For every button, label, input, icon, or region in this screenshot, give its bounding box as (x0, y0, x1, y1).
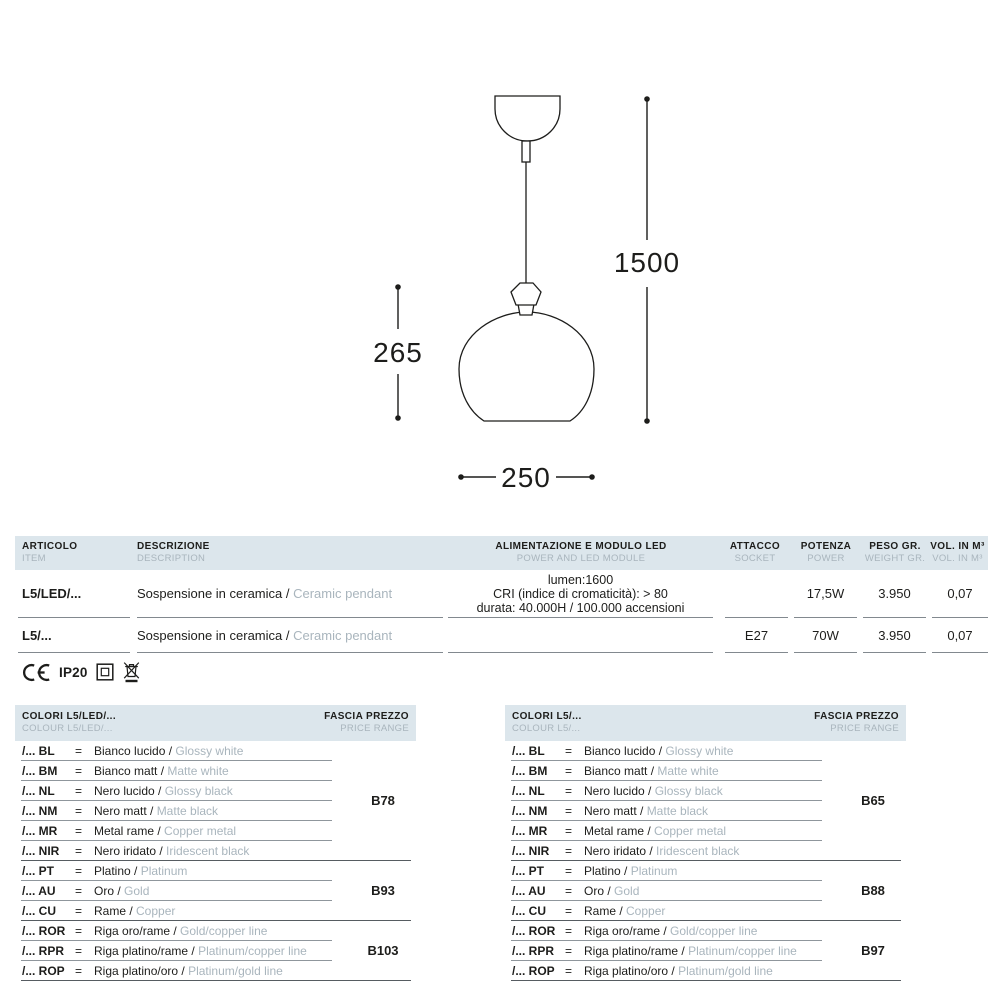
color-name (584, 944, 797, 958)
color-name-en: Copper metal (654, 824, 727, 838)
color-code: /... MR (512, 824, 548, 838)
weight-value: 3.950 (863, 570, 926, 618)
color-rows (505, 741, 906, 981)
color-code: /... BM (22, 764, 58, 778)
color-name-en: Copper (136, 904, 176, 918)
color-name (94, 924, 267, 938)
color-name-en: Iridescent black (656, 844, 740, 858)
color-row (15, 921, 416, 941)
ce-mark-icon (20, 663, 51, 682)
equals-sign: = (565, 964, 573, 978)
color-code: /... NIR (512, 844, 550, 858)
col-header-articolo: ARTICOLO ITEM (22, 541, 78, 564)
equals-sign: = (565, 844, 573, 858)
color-name-en: Gold/copper line (670, 924, 758, 938)
color-row (505, 861, 906, 881)
color-name-en: Copper metal (164, 824, 237, 838)
col-header-alimentazione: ALIMENTAZIONE E MODULO LED POWER AND LED MODULE (495, 541, 667, 564)
price-range-header: FASCIA PREZZO (814, 711, 899, 722)
equals-sign: = (565, 764, 573, 778)
color-name-it: Bianco lucido / (584, 744, 666, 758)
color-row (505, 741, 906, 761)
color-name (584, 964, 773, 978)
price-range-header: FASCIA PREZZO (324, 711, 409, 722)
color-name-it: Platino / (94, 864, 141, 878)
color-name (94, 964, 283, 978)
color-name-en: Matte black (646, 804, 709, 818)
color-code: /... NL (512, 784, 545, 798)
color-name (94, 844, 249, 858)
color-code: /... NL (22, 784, 55, 798)
color-table-standard (505, 705, 906, 981)
price-band-value: B65 (861, 793, 885, 808)
color-row (505, 821, 906, 841)
color-code: /... ROR (512, 924, 556, 938)
dim-label-1500: 1500 (613, 247, 681, 278)
equals-sign: = (565, 864, 573, 878)
color-code: /... NM (22, 804, 58, 818)
socket-value: E27 (725, 618, 788, 653)
color-name-it: Nero matt / (584, 804, 647, 818)
color-name-it: Bianco lucido / (94, 744, 176, 758)
color-name-en: Matte white (167, 764, 229, 778)
equals-sign: = (565, 924, 573, 938)
color-row (15, 961, 416, 981)
color-name-it: Oro / (94, 884, 125, 898)
color-row (15, 841, 416, 861)
color-name-it: Riga platino/oro / (94, 964, 189, 978)
equals-sign: = (75, 764, 83, 778)
color-name (94, 904, 175, 918)
power-value: 17,5W (794, 570, 857, 618)
color-name-it: Bianco matt / (94, 764, 168, 778)
color-name-it: Metal rame / (94, 824, 165, 838)
color-name (584, 924, 757, 938)
equals-sign: = (75, 924, 83, 938)
price-band-value: B93 (371, 883, 395, 898)
price-band-value: B88 (861, 883, 885, 898)
color-name-en: Copper (626, 904, 666, 918)
weee-crossed-bin-icon (122, 661, 141, 683)
dim-label-265: 265 (373, 337, 423, 368)
power-value: 70W (794, 618, 857, 653)
color-name-it: Platino / (584, 864, 631, 878)
col-header-vol: VOL. IN M³ VOL. IN M³ (930, 541, 985, 564)
color-name-en: Glossy white (175, 744, 244, 758)
equals-sign: = (75, 784, 83, 798)
color-code: /... NIR (22, 844, 60, 858)
color-row (505, 921, 906, 941)
color-name (94, 864, 187, 878)
color-name-en: Iridescent black (166, 844, 250, 858)
color-table-title: COLORI L5/... (512, 711, 582, 722)
color-name-en: Platinum/copper line (198, 944, 307, 958)
equals-sign: = (75, 904, 83, 918)
spec-row-led (15, 570, 988, 618)
color-code: /... RPR (22, 944, 65, 958)
color-name-it: Rame / (584, 904, 627, 918)
color-table-header: COLORI L5/... COLOUR L5/... FASCIA PREZZO PRICE RANGE (505, 705, 906, 741)
color-code: /... BL (512, 744, 545, 758)
volume-value: 0,07 (932, 570, 988, 618)
color-name (584, 864, 677, 878)
equals-sign: = (75, 844, 83, 858)
color-name-it: Nero iridato / (584, 844, 657, 858)
equals-sign: = (75, 864, 83, 878)
equals-sign: = (565, 944, 573, 958)
volume-value: 0,07 (932, 618, 988, 653)
certification-icons (20, 659, 141, 685)
equals-sign: = (75, 964, 83, 978)
color-name (584, 784, 723, 798)
color-name-en: Matte white (657, 764, 719, 778)
color-row (15, 861, 416, 881)
color-name-it: Riga platino/rame / (584, 944, 689, 958)
equals-sign: = (565, 904, 573, 918)
item-code: L5/LED/... (18, 570, 130, 618)
color-code: /... PT (512, 864, 545, 878)
color-name (94, 784, 233, 798)
price-band-value: B78 (371, 793, 395, 808)
color-code: /... ROP (22, 964, 65, 978)
color-code: /... CU (512, 904, 547, 918)
lamp-body (459, 312, 594, 421)
color-name (584, 804, 708, 818)
color-code: /... BL (22, 744, 55, 758)
color-name (584, 824, 726, 838)
cable-connector (511, 283, 541, 305)
color-code: /... ROR (22, 924, 66, 938)
strain-relief (522, 141, 530, 162)
color-name-en: Gold (124, 884, 150, 898)
equals-sign: = (75, 944, 83, 958)
color-row (505, 761, 906, 781)
color-name-en: Gold (614, 884, 640, 898)
color-name (94, 744, 243, 758)
color-name-it: Nero lucido / (584, 784, 655, 798)
color-code: /... AU (22, 884, 56, 898)
col-header-peso: PESO GR. WEIGHT GR. (864, 541, 926, 564)
item-description: Sospensione in ceramica / Ceramic pendant (137, 570, 443, 618)
color-code: /... AU (512, 884, 546, 898)
color-row (15, 741, 416, 761)
dim-label-250: 250 (501, 462, 551, 493)
color-code: /... ROP (512, 964, 555, 978)
socket-value (725, 570, 788, 618)
col-header-attacco: ATTACCO SOCKET (729, 541, 781, 564)
color-name-it: Riga platino/rame / (94, 944, 199, 958)
color-row (15, 901, 416, 921)
color-table-header: COLORI L5/LED/... COLOUR L5/LED/... FASCIA PREZZO PRICE RANGE (15, 705, 416, 741)
equals-sign: = (75, 824, 83, 838)
color-table-title: COLORI L5/LED/... (22, 711, 117, 722)
color-name-en: Glossy black (164, 784, 233, 798)
color-name (94, 944, 307, 958)
color-name (584, 764, 719, 778)
item-description: Sospensione in ceramica / Ceramic pendant (137, 618, 443, 653)
color-code: /... MR (22, 824, 58, 838)
color-name-en: Platinum (140, 864, 188, 878)
equals-sign: = (565, 784, 573, 798)
color-name-en: Matte black (156, 804, 219, 818)
color-name (584, 744, 733, 758)
spec-table (15, 536, 988, 654)
led-module-info (448, 618, 713, 653)
col-header-potenza: POTENZA POWER (800, 541, 852, 564)
color-name-en: Gold/copper line (180, 924, 268, 938)
color-name-it: Riga oro/rame / (584, 924, 671, 938)
equals-sign: = (565, 824, 573, 838)
color-code: /... BM (512, 764, 548, 778)
ip-rating-label: IP20 (59, 664, 88, 680)
equals-sign: = (75, 884, 83, 898)
color-rows (15, 741, 416, 981)
color-name (94, 884, 149, 898)
color-row (15, 821, 416, 841)
color-name-en: Glossy black (654, 784, 723, 798)
color-code: /... RPR (512, 944, 555, 958)
color-name-it: Nero iridato / (94, 844, 167, 858)
ceiling-canopy (495, 96, 560, 141)
color-row (505, 841, 906, 861)
item-code: L5/... (18, 618, 130, 653)
color-name (94, 824, 236, 838)
color-name (94, 764, 229, 778)
class-ii-insulation-icon (96, 663, 114, 681)
color-name (584, 884, 639, 898)
color-code: /... CU (22, 904, 57, 918)
color-row (505, 961, 906, 981)
color-row (15, 761, 416, 781)
color-name-en: Platinum/copper line (688, 944, 797, 958)
color-name (584, 904, 665, 918)
color-name-en: Platinum (630, 864, 678, 878)
col-header-descrizione: DESCRIZIONE DESCRIPTION (137, 541, 210, 564)
equals-sign: = (565, 884, 573, 898)
color-name-en: Glossy white (665, 744, 734, 758)
color-name-it: Rame / (94, 904, 137, 918)
color-name-en: Platinum/gold line (188, 964, 283, 978)
color-row (505, 901, 906, 921)
equals-sign: = (75, 744, 83, 758)
color-name-it: Nero matt / (94, 804, 157, 818)
color-name-it: Bianco matt / (584, 764, 658, 778)
price-band-value: B103 (367, 943, 399, 958)
color-code: /... NM (512, 804, 548, 818)
color-code: /... PT (22, 864, 55, 878)
color-name (94, 804, 218, 818)
color-name (584, 844, 739, 858)
spec-row-standard (15, 618, 988, 653)
equals-sign: = (75, 804, 83, 818)
color-name-en: Platinum/gold line (678, 964, 773, 978)
color-name-it: Metal rame / (584, 824, 655, 838)
weight-value: 3.950 (863, 618, 926, 653)
color-name-it: Riga platino/oro / (584, 964, 679, 978)
equals-sign: = (565, 804, 573, 818)
led-module-info: lumen:1600 CRI (indice di cromaticità): > 80 durata: 40.000H / 100.000 accensioni (448, 570, 713, 618)
color-table-led (15, 705, 416, 981)
color-name-it: Riga oro/rame / (94, 924, 181, 938)
price-band-value: B97 (861, 943, 885, 958)
equals-sign: = (565, 744, 573, 758)
color-name-it: Nero lucido / (94, 784, 165, 798)
color-name-it: Oro / (584, 884, 615, 898)
